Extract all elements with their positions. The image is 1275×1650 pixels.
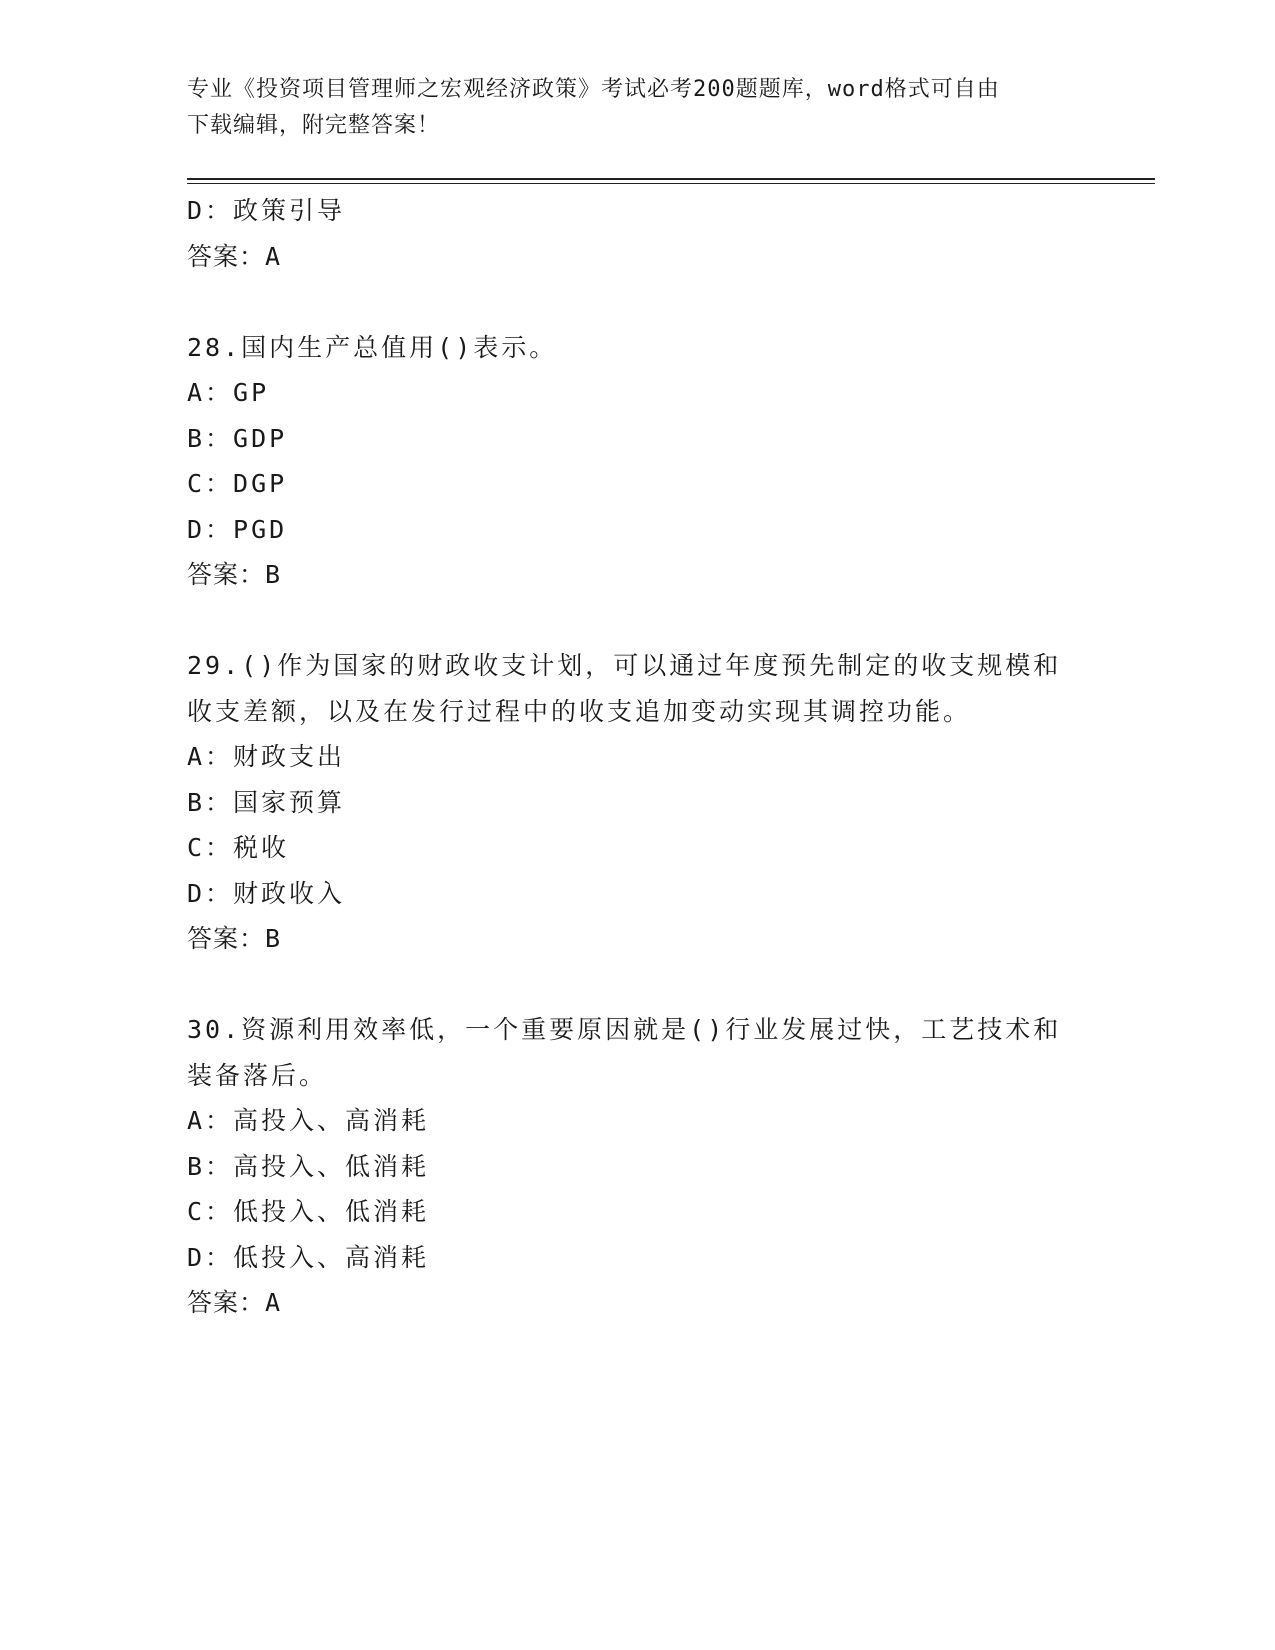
option-d: D：政策引导 — [187, 196, 346, 225]
header-line-2: 下载编辑，附完整答案！ — [187, 113, 441, 138]
question-content — [187, 188, 1087, 1326]
option-c: C：DGP — [187, 469, 288, 498]
answer-line: 答案：A — [187, 1288, 282, 1317]
option-a: A：财政支出 — [187, 742, 346, 771]
option-c: C：低投入、低消耗 — [187, 1197, 430, 1226]
spacer — [187, 598, 1087, 644]
header-rule-thick — [187, 178, 1155, 180]
question-stem-line-2: 收支差额，以及在发行过程中的收支追加变动实现其调控功能。 — [187, 696, 972, 726]
spacer — [187, 279, 1087, 325]
option-c: C：税收 — [187, 833, 290, 862]
question-stem-line-1: 29.()作为国家的财政收支计划，可以通过年度预先制定的收支规模和 — [187, 651, 1062, 680]
question-29 — [187, 643, 1087, 962]
option-d: D：低投入、高消耗 — [187, 1242, 430, 1272]
option-b: B：GDP — [187, 423, 288, 453]
option-d: D：PGD — [187, 514, 288, 544]
answer-line: 答案：A — [187, 241, 282, 271]
question-27-tail — [187, 188, 1087, 279]
option-a: A：GP — [187, 378, 270, 407]
document-header — [187, 72, 1067, 144]
option-b: B：高投入、低消耗 — [187, 1151, 430, 1181]
option-b: B：国家预算 — [187, 787, 346, 817]
question-stem-line-2: 装备落后。 — [187, 1060, 328, 1090]
option-a: A：高投入、高消耗 — [187, 1106, 430, 1135]
answer-line: 答案：B — [187, 560, 282, 589]
option-d: D：财政收入 — [187, 878, 346, 908]
header-line-1: 专业《投资项目管理师之宏观经济政策》考试必考200题题库，word格式可自由 — [187, 77, 1000, 102]
question-stem: 28.国内生产总值用()表示。 — [187, 332, 558, 362]
spacer — [187, 962, 1087, 1008]
question-28 — [187, 325, 1087, 598]
question-stem-line-1: 30.资源利用效率低，一个重要原因就是()行业发展过快，工艺技术和 — [187, 1015, 1062, 1044]
answer-line: 答案：B — [187, 924, 282, 953]
header-rule-thin — [187, 183, 1155, 184]
question-30 — [187, 1007, 1087, 1326]
